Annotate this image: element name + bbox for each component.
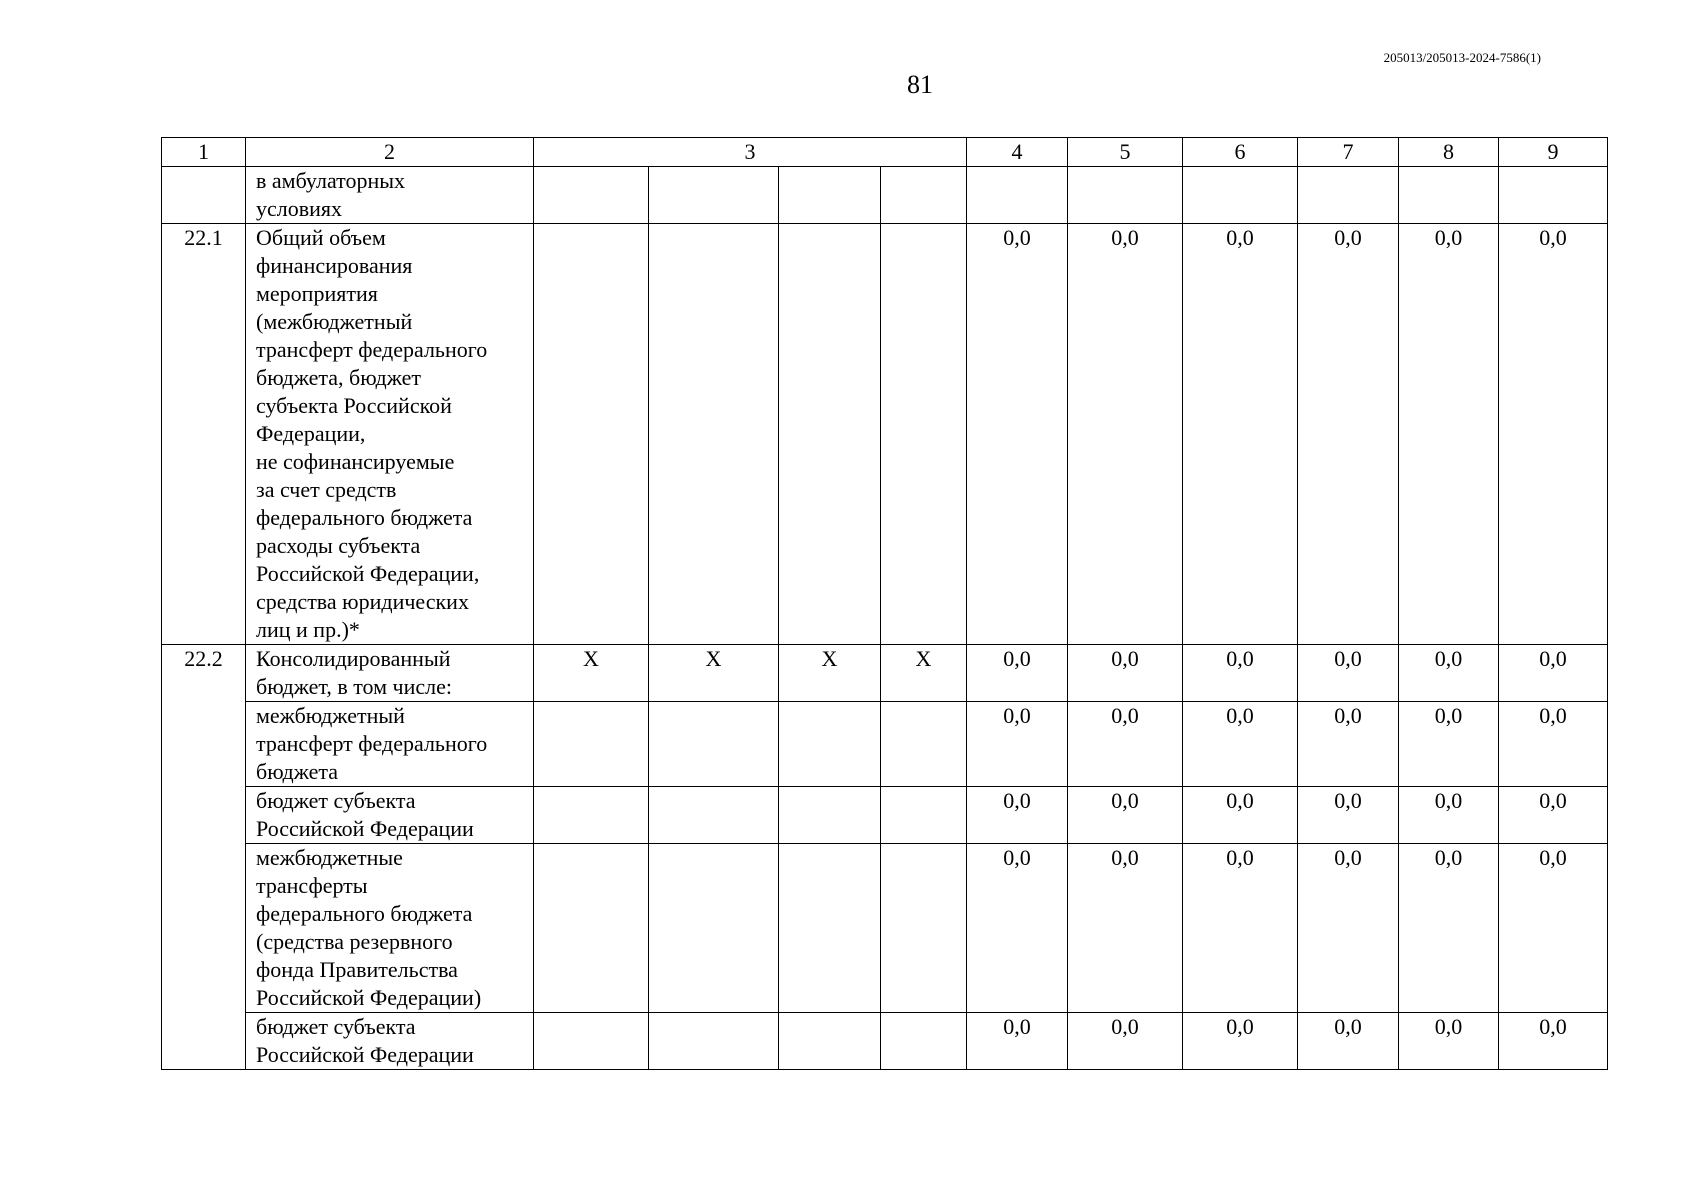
mark-cell	[649, 787, 779, 844]
value-cell: 0,0	[1499, 787, 1608, 844]
value-cell	[1298, 167, 1399, 224]
table-row	[162, 1013, 1608, 1070]
column-header: 3	[534, 138, 967, 167]
mark-cell	[649, 167, 779, 224]
description-line: в амбулаторных	[256, 168, 406, 193]
mark-cell	[534, 844, 649, 1013]
row-description	[246, 787, 534, 844]
value-cell: 0,0	[1183, 645, 1298, 702]
value-cell: 0,0	[1183, 787, 1298, 844]
description-line: бюджет субъекта	[256, 1014, 416, 1039]
column-header: 7	[1298, 138, 1399, 167]
description-line: Российской Федерации	[256, 816, 474, 841]
description-line: не софинансируемые	[256, 449, 455, 474]
value-cell: 0,0	[967, 1013, 1068, 1070]
column-header: 8	[1399, 138, 1499, 167]
mark-cell	[534, 224, 649, 645]
value-cell: 0,0	[1399, 702, 1499, 787]
mark-cell	[881, 1013, 967, 1070]
value-cell: 0,0	[1499, 844, 1608, 1013]
mark-cell	[534, 167, 649, 224]
mark-cell	[881, 844, 967, 1013]
table-row	[162, 645, 1608, 702]
value-cell: 0,0	[1298, 645, 1399, 702]
description-line: средства юридических	[256, 589, 469, 614]
mark-cell	[779, 1013, 881, 1070]
description-line: Консолидированный	[256, 646, 451, 671]
value-cell: 0,0	[1068, 844, 1183, 1013]
value-cell	[1183, 167, 1298, 224]
value-cell: 0,0	[1499, 702, 1608, 787]
value-cell: 0,0	[1499, 645, 1608, 702]
description-line: фонда Правительства	[256, 957, 458, 982]
description-line: субъекта Российской	[256, 393, 452, 418]
value-cell: 0,0	[1499, 224, 1608, 645]
column-header: 2	[246, 138, 534, 167]
value-cell: 0,0	[1068, 1013, 1183, 1070]
mark-cell	[649, 224, 779, 645]
mark-cell	[881, 224, 967, 645]
description-line: расходы субъекта	[256, 533, 421, 558]
row-number: 22.1	[162, 224, 246, 645]
value-cell: 0,0	[1298, 1013, 1399, 1070]
value-cell: 0,0	[967, 224, 1068, 645]
row-number: 22.2	[162, 645, 246, 1070]
description-line: (межбюджетный	[256, 309, 413, 334]
mark-cell	[779, 167, 881, 224]
row-description	[246, 224, 534, 645]
row-description	[246, 645, 534, 702]
value-cell: 0,0	[1068, 787, 1183, 844]
page-number: 81	[907, 70, 933, 99]
description-line: межбюджетные	[256, 845, 403, 870]
value-cell	[1499, 167, 1608, 224]
value-cell: 0,0	[1068, 702, 1183, 787]
mark-cell	[881, 787, 967, 844]
column-header: 5	[1068, 138, 1183, 167]
value-cell: 0,0	[1298, 787, 1399, 844]
row-description	[246, 844, 534, 1013]
table-row	[162, 702, 1608, 787]
description-line: за счет средств	[256, 477, 397, 502]
row-description	[246, 167, 534, 224]
row-number	[162, 167, 246, 224]
table-row	[162, 224, 1608, 645]
mark-cell	[779, 844, 881, 1013]
value-cell: 0,0	[1399, 1013, 1499, 1070]
mark-cell	[779, 787, 881, 844]
description-line: федерального бюджета	[256, 901, 473, 926]
description-line: трансферт федерального	[256, 731, 488, 756]
description-line: (средства резервного	[256, 929, 453, 954]
description-line: Российской Федерации	[256, 1042, 474, 1067]
value-cell: 0,0	[967, 844, 1068, 1013]
description-line: трансферты	[256, 873, 368, 898]
mark-cell	[881, 167, 967, 224]
description-line: мероприятия	[256, 281, 378, 306]
value-cell: 0,0	[967, 645, 1068, 702]
mark-cell: X	[881, 645, 967, 702]
table-row	[162, 787, 1608, 844]
value-cell: 0,0	[1399, 787, 1499, 844]
row-description	[246, 1013, 534, 1070]
description-line: бюджет субъекта	[256, 788, 416, 813]
value-cell: 0,0	[1499, 1013, 1608, 1070]
description-line: федерального бюджета	[256, 505, 473, 530]
mark-cell: X	[649, 645, 779, 702]
value-cell: 0,0	[1183, 702, 1298, 787]
table-row	[162, 167, 1608, 224]
value-cell: 0,0	[1183, 224, 1298, 645]
value-cell	[967, 167, 1068, 224]
mark-cell	[881, 702, 967, 787]
mark-cell: X	[534, 645, 649, 702]
description-line: Российской Федерации)	[256, 985, 482, 1010]
row-description	[246, 702, 534, 787]
value-cell: 0,0	[1183, 1013, 1298, 1070]
description-line: трансферт федерального	[256, 337, 488, 362]
mark-cell	[779, 702, 881, 787]
value-cell: 0,0	[1068, 224, 1183, 645]
mark-cell: X	[779, 645, 881, 702]
description-line: Общий объем	[256, 225, 386, 250]
description-line: лиц и пр.)*	[256, 617, 360, 642]
financing-table	[161, 137, 1608, 1070]
column-number-row	[162, 138, 1608, 167]
value-cell	[1399, 167, 1499, 224]
value-cell: 0,0	[1399, 224, 1499, 645]
description-line: бюджета, бюджет	[256, 365, 422, 390]
description-line: бюджет, в том числе:	[256, 674, 453, 699]
description-line: бюджета	[256, 759, 339, 784]
value-cell: 0,0	[1399, 844, 1499, 1013]
mark-cell	[534, 702, 649, 787]
description-line: Российской Федерации,	[256, 561, 480, 586]
mark-cell	[779, 224, 881, 645]
value-cell: 0,0	[967, 702, 1068, 787]
mark-cell	[649, 1013, 779, 1070]
value-cell: 0,0	[1298, 844, 1399, 1013]
value-cell: 0,0	[1183, 844, 1298, 1013]
column-header: 4	[967, 138, 1068, 167]
value-cell	[1068, 167, 1183, 224]
value-cell: 0,0	[1298, 224, 1399, 645]
column-header: 6	[1183, 138, 1298, 167]
description-line: Федерации,	[256, 421, 366, 446]
document-id: 205013/205013-2024-7586(1)	[1383, 50, 1541, 65]
description-line: условиях	[256, 196, 343, 221]
mark-cell	[649, 844, 779, 1013]
description-line: финансирования	[256, 253, 413, 278]
column-header: 9	[1499, 138, 1608, 167]
value-cell: 0,0	[1399, 645, 1499, 702]
table-row	[162, 844, 1608, 1013]
value-cell: 0,0	[1298, 702, 1399, 787]
description-line: межбюджетный	[256, 703, 405, 728]
mark-cell	[534, 787, 649, 844]
value-cell: 0,0	[1068, 645, 1183, 702]
value-cell: 0,0	[967, 787, 1068, 844]
column-header: 1	[162, 138, 246, 167]
mark-cell	[534, 1013, 649, 1070]
mark-cell	[649, 702, 779, 787]
